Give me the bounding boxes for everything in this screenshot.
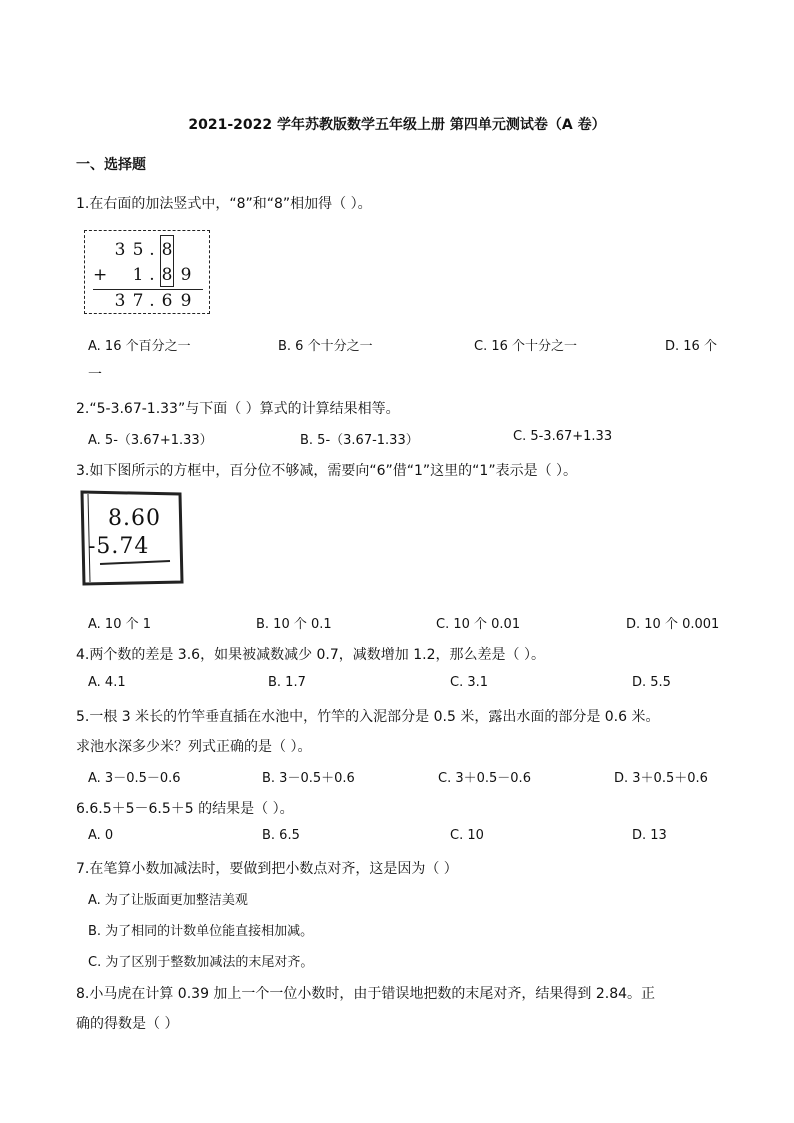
sum-line [93,289,203,290]
digit: 8 [161,265,173,285]
q6-option-d[interactable]: D. 13 [632,828,667,843]
q5-option-d[interactable]: D. 3＋0.5＋0.6 [614,771,708,786]
question-3-text: 3.如下图所示的方框中，百分位不够减，需要向“6”借“1”这里的“1”表示是（ ）。 [76,463,578,479]
q7-option-b[interactable]: B. 为了相同的计数单位能直接相加减。 [88,924,314,939]
decimal-point: . [149,291,155,311]
subtrahend: -5.74 [88,534,150,559]
plus-sign: + [93,265,108,285]
subtraction-figure [80,490,184,586]
question-4-text: 4.两个数的差是 3.6，如果被减数减少 0.7，减数增加 1.2，那么差是（ ）。 [76,647,545,663]
q1-option-b[interactable]: B. 6 个十分之一 [278,339,373,354]
digit: 3 [114,291,126,311]
q1-option-d-wrap: 一 [88,367,102,383]
q7-option-a[interactable]: A. 为了让版面更加整洁美观 [88,893,248,908]
q2-option-b[interactable]: B. 5-（3.67-1.33） [300,433,419,448]
q5-option-a[interactable]: A. 3－0.5－0.6 [88,771,181,786]
q4-option-d[interactable]: D. 5.5 [632,675,671,690]
question-8-text-cont: 确的得数是（ ） [76,1016,179,1032]
question-8-text: 8.小马虎在计算 0.39 加上一个一位小数时，由于错误地把数的末尾对齐，结果得到 2.84。正 [76,986,656,1002]
q3-option-c[interactable]: C. 10 个 0.01 [436,617,521,632]
q6-option-b[interactable]: B. 6.5 [262,828,300,843]
q6-option-a[interactable]: A. 0 [88,828,114,843]
decimal-point: . [149,240,155,260]
section-heading: 一、选择题 [76,157,146,173]
q3-option-d[interactable]: D. 10 个 0.001 [626,617,720,632]
q1-option-a[interactable]: A. 16 个百分之一 [88,339,191,354]
q6-option-c[interactable]: C. 10 [450,828,484,843]
question-5-text: 5.一根 3 米长的竹竿垂直插在水池中，竹竿的入泥部分是 0.5 米，露出水面的部分是 0.6 米。 [76,709,660,725]
digit: 6 [161,291,173,311]
q1-option-c[interactable]: C. 16 个十分之一 [474,339,578,354]
minuend: 8.60 [108,506,161,531]
q7-option-c[interactable]: C. 为了区别于整数加减法的末尾对齐。 [88,955,314,970]
question-2-text: 2.“5-3.67-1.33”与下面（ ）算式的计算结果相等。 [76,401,400,417]
addition-figure [84,230,210,314]
digit: 3 [114,240,126,260]
question-1-text: 1.在右面的加法竖式中，“8”和“8”相加得（ ）。 [76,196,372,212]
digit: 5 [132,240,144,260]
digit: 7 [132,291,144,311]
q5-option-b[interactable]: B. 3－0.5＋0.6 [262,771,355,786]
digit: 8 [161,240,173,260]
digit: 1 [132,265,144,285]
question-5-text-cont: 求池水深多少米？列式正确的是（ ）。 [76,739,312,755]
decimal-point: . [149,265,155,285]
q4-option-b[interactable]: B. 1.7 [268,675,306,690]
digit: 9 [180,291,192,311]
q2-option-a[interactable]: A. 5-（3.67+1.33） [88,433,213,448]
q4-option-c[interactable]: C. 3.1 [450,675,489,690]
q4-option-a[interactable]: A. 4.1 [88,675,126,690]
question-6-text: 6.6.5＋5－6.5＋5 的结果是（ ）。 [76,801,294,817]
page-title: 2021-2022 学年苏教版数学五年级上册 第四单元测试卷（A 卷） [188,117,606,133]
q3-option-a[interactable]: A. 10 个 1 [88,617,152,632]
question-7-text: 7.在笔算小数加减法时，要做到把小数点对齐，这是因为（ ） [76,861,458,877]
q3-option-b[interactable]: B. 10 个 0.1 [256,617,332,632]
q1-option-d[interactable]: D. 16 个 [665,339,717,354]
q5-option-c[interactable]: C. 3＋0.5－0.6 [438,771,531,786]
q2-option-c[interactable]: C. 5-3.67+1.33 [513,429,613,444]
digit: 9 [180,265,192,285]
